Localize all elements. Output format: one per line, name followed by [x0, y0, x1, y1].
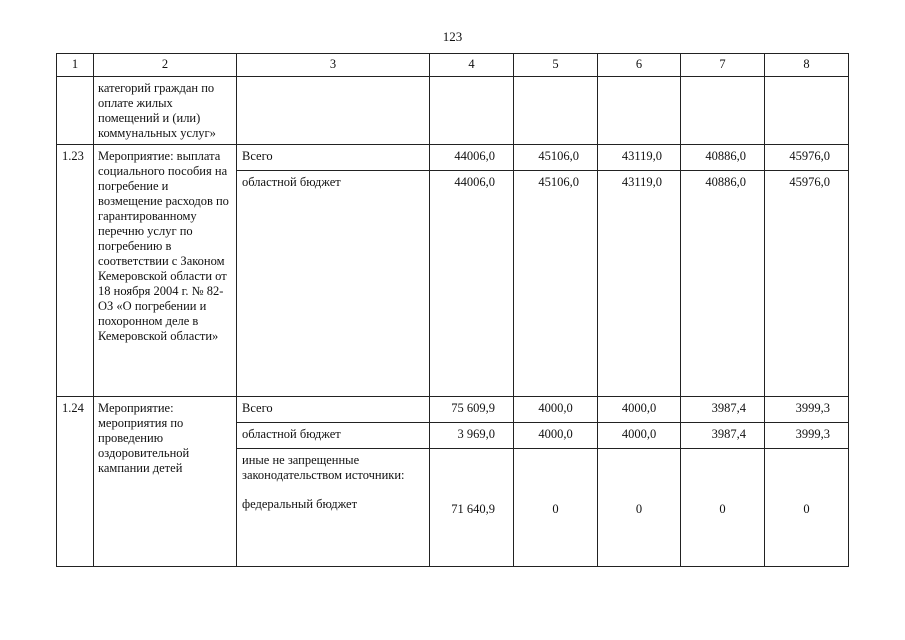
value-cell: 44006,0	[430, 171, 514, 397]
table-row	[57, 145, 849, 171]
value-cell: 0	[598, 449, 681, 567]
column-header: 2	[94, 54, 237, 77]
page-number: 123	[442, 29, 463, 44]
item-number: 1.23	[57, 145, 94, 397]
value-cell: 4000,0	[598, 423, 681, 449]
continuation-row	[57, 77, 849, 145]
value-cell: 4000,0	[514, 423, 598, 449]
funding-source: областной бюджет	[237, 171, 430, 397]
empty-cell	[237, 77, 430, 145]
column-header: 3	[237, 54, 430, 77]
value-cell: 0	[681, 449, 765, 567]
funding-source: Всего	[237, 397, 430, 423]
column-number-row	[57, 54, 849, 77]
column-header: 5	[514, 54, 598, 77]
value-cell: 71 640,9	[430, 449, 514, 567]
column-header: 1	[57, 54, 94, 77]
column-header: 6	[598, 54, 681, 77]
empty-cell	[430, 77, 514, 145]
empty-cell	[765, 77, 849, 145]
value-cell: 3987,4	[681, 423, 765, 449]
funding-source: Всего	[237, 145, 430, 171]
continuation-text: категорий граждан по оплате жилых помещений и (или) коммунальных услуг»	[94, 77, 237, 145]
value-cell: 3987,4	[681, 397, 765, 423]
value-cell: 0	[514, 449, 598, 567]
value-cell: 4000,0	[514, 397, 598, 423]
value-cell: 45106,0	[514, 171, 598, 397]
value-cell: 45976,0	[765, 171, 849, 397]
empty-cell	[681, 77, 765, 145]
value-cell: 75 609,9	[430, 397, 514, 423]
column-header: 4	[430, 54, 514, 77]
value-cell: 45976,0	[765, 145, 849, 171]
value-cell: 3999,3	[765, 397, 849, 423]
column-header: 8	[765, 54, 849, 77]
spacer	[242, 483, 425, 497]
value-cell: 0	[765, 449, 849, 567]
empty-cell	[514, 77, 598, 145]
item-description: Мероприятие: выплата социального пособия на погребение и возмещение расходов по гарантированному перечню услуг по погребению в соответствии с Законом Кемеровской области от 18 ноября 2004 г. № 82-ОЗ «О погребении и похоронном деле в Кемеровской области»	[94, 145, 237, 397]
table-row	[57, 397, 849, 423]
value-cell: 43119,0	[598, 145, 681, 171]
value-cell: 3 969,0	[430, 423, 514, 449]
value-cell: 40886,0	[681, 171, 765, 397]
column-header: 7	[681, 54, 765, 77]
item-description: Мероприятие: мероприятия по проведению оздоровительной кампании детей	[94, 397, 237, 567]
funding-source: областной бюджет	[237, 423, 430, 449]
other-sources-cell	[237, 449, 430, 567]
value-cell: 40886,0	[681, 145, 765, 171]
value-cell: 3999,3	[765, 423, 849, 449]
value-cell: 4000,0	[598, 397, 681, 423]
item-number: 1.24	[57, 397, 94, 567]
value-cell: 44006,0	[430, 145, 514, 171]
value-cell: 45106,0	[514, 145, 598, 171]
budget-table	[56, 53, 849, 567]
empty-cell	[598, 77, 681, 145]
other-sources-label: иные не запрещенные законодательством источники:	[242, 453, 405, 482]
value-cell: 43119,0	[598, 171, 681, 397]
empty-cell	[57, 77, 94, 145]
funding-source: федеральный бюджет	[242, 497, 358, 511]
